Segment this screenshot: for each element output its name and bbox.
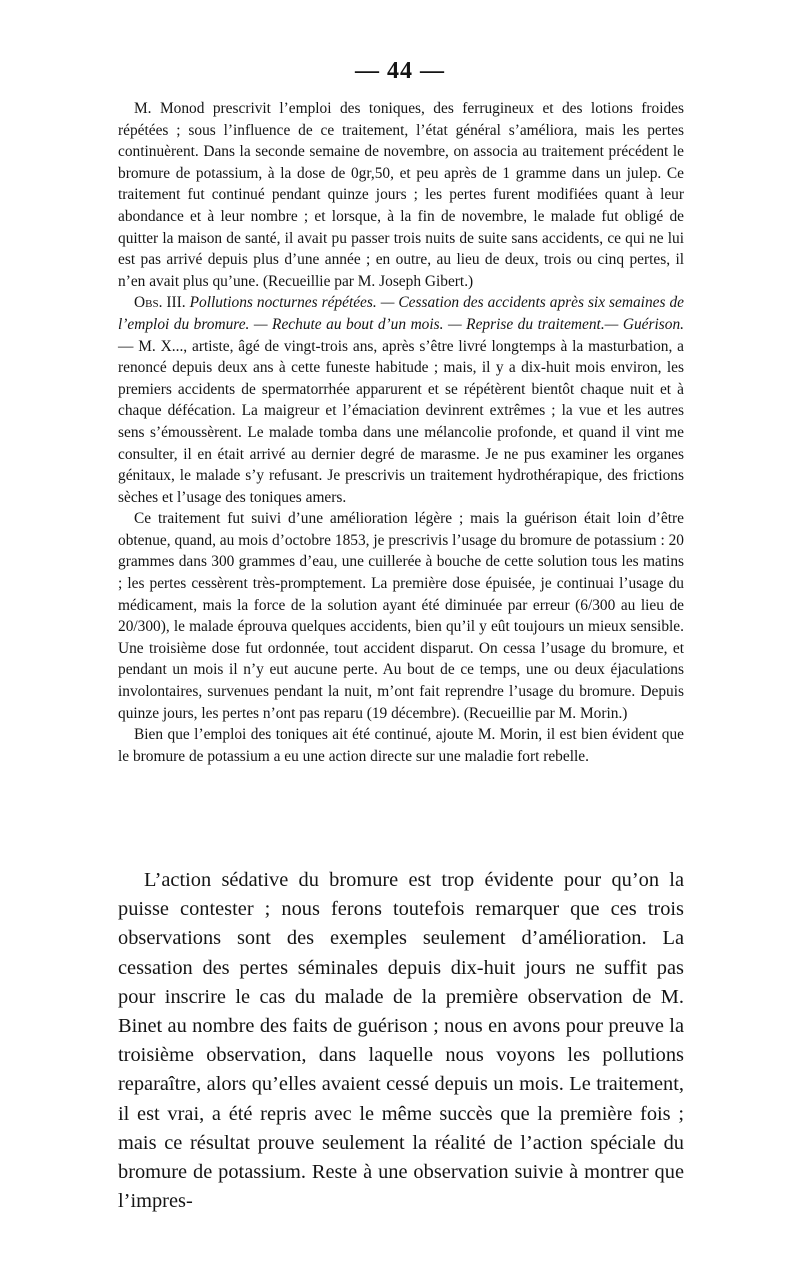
- paragraph-morin-note: Bien que l’emploi des toniques ait été continué, ajoute M. Morin, il est bien évident que le bromure de potassium a eu une action directe sur une maladie fort rebelle.: [118, 726, 684, 765]
- page-number: — 44 —: [355, 58, 445, 84]
- paragraph-sedative-action: L’action sédative du bromure est trop évidente pour qu’on la puisse contester ; nous ferons toutefois remarquer que ces trois observations sont des exemples seulement d’amélioration. La cessation des pertes séminales depuis dix-huit jours ne suffit pas pour inscrire le cas du malade de la première observation de M. Binet au nombre des faits de guérison ; nous en avons pour preuve la troisième observation, dans laquelle nous voyons les pollutions reparaître, alors qu’elles avaient cessé depuis un mois. Le traitement, il est vrai, a été repris avec le même succès que la première fois ; mais ce résultat prouve seulement la réalité de l’action spéciale du bromure de potassium. Reste à une observation suivie à montrer que l’impres-: [118, 869, 684, 1213]
- large-print-text-block: [118, 866, 684, 1216]
- observation-body: — M. X..., artiste, âgé de vingt-trois ans, après s’être livré longtemps à la masturbation, a renoncé depuis deux ans à cette funeste habitude ; mais, il y a dix-huit mois environ, les premiers accidents de spermatorrhée apparurent et se répétèrent bientôt chaque nuit et à chaque défécation. La maigreur et l’émaciation devinrent extrêmes ; la vue et les autres sens s’émoussèrent. Le malade tomba dans une mélancolie profonde, et quand il vint me consulter, il en était arrivé au dernier degré de marasme. Je ne pus examiner les organes génitaux, le malade s’y refusant. Je prescrivis un traitement hydrothérapique, des frictions sèches et l’usage des toniques amers.: [118, 337, 684, 506]
- observation-title: Pollutions nocturnes répétées. — Cessation des accidents après six semaines de l’emploi du bromure. — Rechute au bout d’un mois. — Reprise du traitement.— Guérison.: [118, 294, 684, 333]
- paragraph-observation-3: [118, 292, 684, 508]
- paragraph-monod: M. Monod prescrivit l’emploi des toniques, des ferrugineux et des lotions froides répétées ; sous l’influence de ce traitement, l’état général s’améliora, mais les pertes continuèrent. Dans la seconde semaine de novembre, on associa au traitement précédent le bromure de potassium, à la dose de 0gr,50, et peu après de 1 gramme dans un julep. Ce traitement fut continué pendant quinze jours ; les pertes furent modifiées quant à leur abondance et à leur nombre ; et lorsque, à la fin de novembre, le malade fut obligé de quitter la maison de santé, il avait pu passer trois nuits de suite sans accidents, ce qui ne lui est pas arrivé depuis plus d’une année ; en outre, au lieu de deux, trois ou cinq pertes, il n’en avait plus qu’une. (Recueillie par M. Joseph Gibert.): [118, 100, 684, 290]
- paragraph-treatment: Ce traitement fut suivi d’une amélioration légère ; mais la guérison était loin d’être obtenue, quand, au mois d’octobre 1853, je prescrivis l’usage du bromure de potassium : 20 grammes dans 300 grammes d’eau, une cuillerée à bouche de cette solution tous les matins ; les pertes cessèrent très-promptement. La première dose épuisée, je continuai l’usage du médicament, mais la force de la solution ayant été diminuée par erreur (6/300 au lieu de 20/300), le malade éprouva quelques accidents, bien qu’il y eût toujours un mieux sensible. Une troisième dose fut ordonnée, tout accident disparut. On cessa l’usage du bromure, et pendant un mois il n’y eut aucune perte. Au bout de ce temps, une ou deux éjaculations involontaires, survenues pendant la nuit, m’ont fait reprendre l’usage du bromure. Depuis quinze jours, les pertes n’ont pas reparu (19 décembre). (Recueillie par M. Morin.): [118, 510, 684, 722]
- observation-label: Obs. III.: [134, 294, 186, 312]
- small-print-text-block: [118, 98, 684, 767]
